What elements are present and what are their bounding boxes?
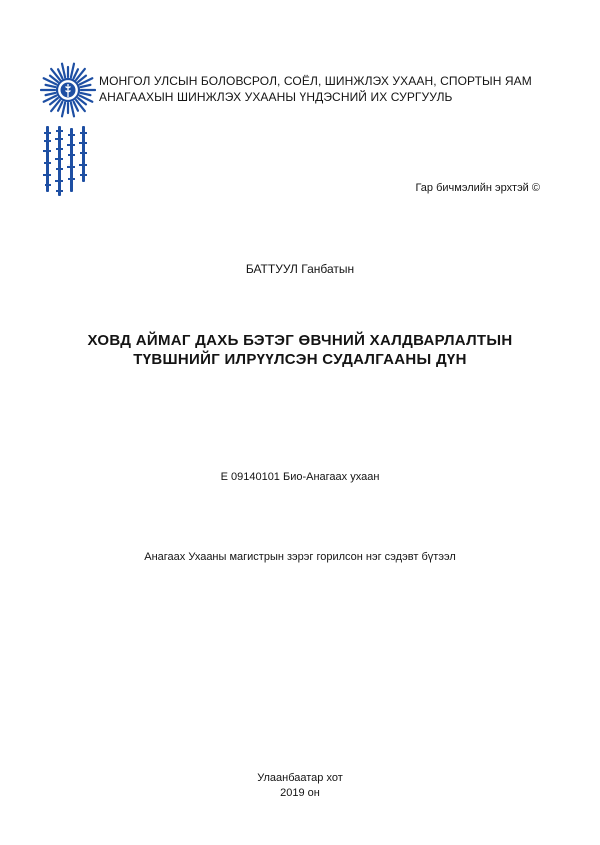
- ministry-header: [99, 73, 532, 105]
- university-name: АНАГААХЫН ШИНЖЛЭХ УХААНЫ ҮНДЭСНИЙ ИХ СУРГУУЛЬ: [99, 90, 453, 104]
- thesis-title-line-2: ТҮВШНИЙГ ИЛРҮҮЛСЭН СУДАЛГААНЫ ДҮН: [133, 351, 467, 368]
- thesis-title-line-1: ХОВД АЙМАГ ДАХЬ БЭТЭГ ӨВЧНИЙ ХАЛДВАРЛАЛТЫН: [87, 332, 513, 349]
- copyright-notice: Гар бичмэлийн эрхтэй ©: [415, 182, 540, 194]
- university-logo-icon: [40, 62, 96, 118]
- degree-statement: Анагаах Ухааны магистрын зэрэг горилсон нэг сэдэвт бүтээл: [144, 551, 456, 563]
- thesis-title: [40, 331, 560, 369]
- mongolian-script-seal-icon: [40, 124, 98, 198]
- ministry-name: МОНГОЛ УЛСЫН БОЛОВСРОЛ, СОЁЛ, ШИНЖЛЭХ УХААН, СПОРТЫН ЯАМ: [99, 74, 532, 88]
- author-name: БАТТУУЛ Ганбатын: [245, 262, 355, 276]
- specialty-code: E 09140101 Био-Анагаах ухаан: [220, 471, 380, 483]
- place-and-year: [0, 771, 600, 801]
- year: 2019 он: [280, 787, 320, 799]
- city: Улаанбаатар хот: [257, 772, 343, 784]
